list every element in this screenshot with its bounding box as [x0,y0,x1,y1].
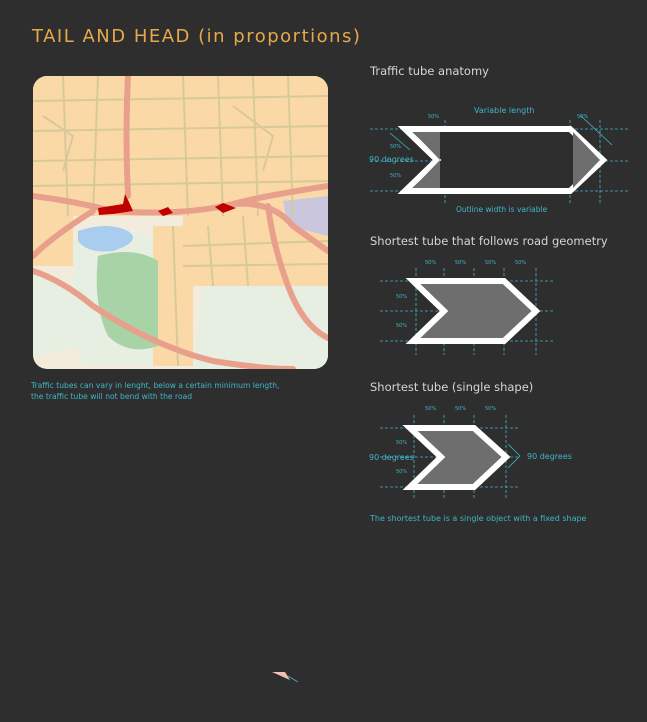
follows-road-diagram [380,268,555,355]
follows-road-pct-label: 50% [396,294,408,300]
single-shape-pct-label: 50% [485,406,497,412]
anatomy-degrees-label: 90 degrees [369,155,414,164]
outline-width-label: Outline width is variable [456,205,548,214]
single-shape-degrees-right: 90 degrees [527,452,572,461]
anatomy-pct-label: 50% [390,144,402,150]
single-shape-pct-label: 50% [396,440,408,446]
follows-road-pct-label: 50% [455,260,467,266]
follows-road-pct-label: 50% [425,260,437,266]
follows-road-title: Shortest tube that follows road geometry [370,234,608,248]
follows-road-pct-label: 50% [515,260,527,266]
map-fragment-artifact [272,672,290,680]
map-caption-line-2: the traffic tube will not bend with the road [31,392,193,401]
single-shape-pct-label: 50% [425,406,437,412]
single-shape-pct-label: 50% [455,406,467,412]
single-shape-degrees-left: 90 degrees [369,453,414,462]
anatomy-title: Traffic tube anatomy [370,64,489,78]
follows-road-pct-label: 50% [396,323,408,329]
variable-length-label: Variable length [474,106,535,115]
page-title: TAIL AND HEAD (in proportions) [32,26,362,47]
map-caption-line-1: Traffic tubes can vary in lenght, below a certain minimum length, [31,381,280,390]
single-shape-caption: The shortest tube is a single object with a fixed shape [370,514,587,523]
anatomy-pct-label: 50% [390,173,402,179]
anatomy-pct-label: 50% [428,114,440,120]
follows-road-pct-label: 50% [485,260,497,266]
single-shape-pct-label: 50% [396,469,408,475]
anatomy-pct-label: 50% [577,114,589,120]
single-shape-title: Shortest tube (single shape) [370,380,534,394]
